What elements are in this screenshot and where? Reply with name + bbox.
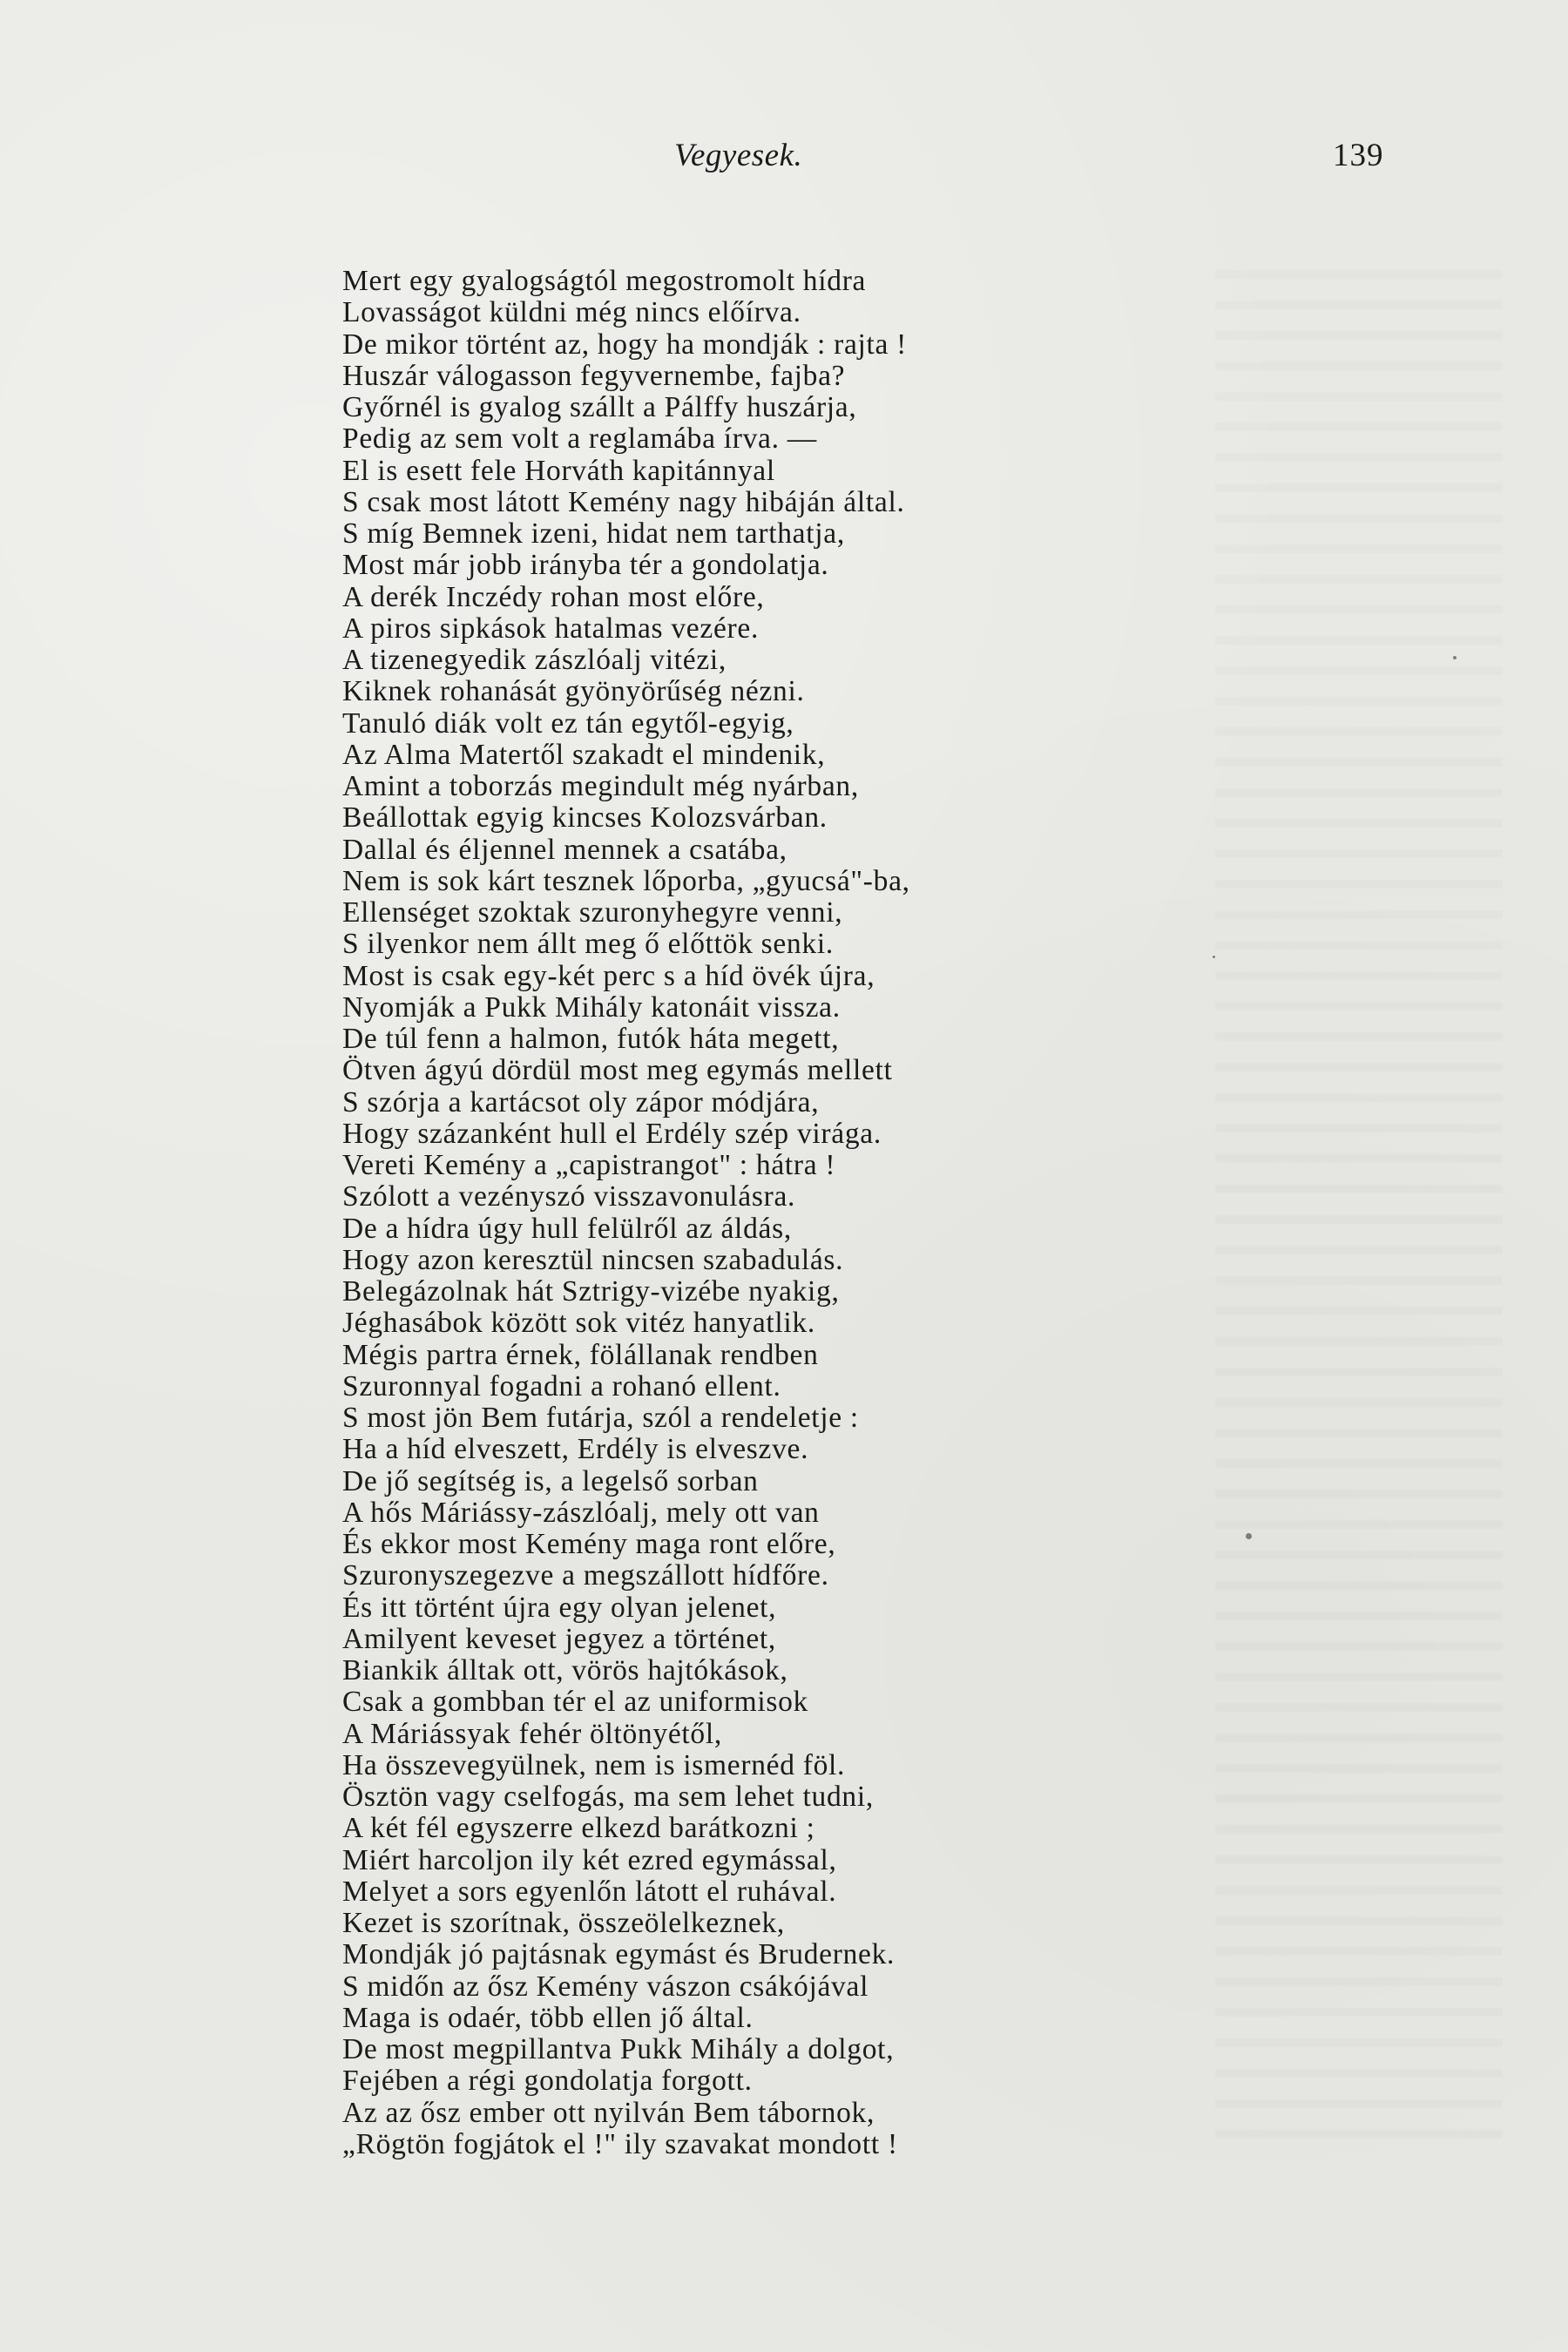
poem-line: Ha összevegyülnek, nem is ismernéd föl. — [342, 1748, 846, 1781]
poem-line: Vereti Kemény a „capistrangot" : hátra ! — [342, 1149, 836, 1181]
poem-line: Tanuló diák volt ez tán egytől-egyig, — [342, 706, 794, 740]
poem-line: Beállottak egyig kincses Kolozsvárban. — [342, 801, 828, 835]
poem-line: De most megpillantva Pukk Mihály a dolgot, — [342, 2033, 895, 2065]
poem-line: Lovasságot küldni még nincs előírva. — [342, 296, 801, 329]
poem-line: Kezet is szorítnak, összeölelkeznek, — [342, 1907, 785, 1939]
poem-line: Amilyent keveset jegyez a történet, — [342, 1622, 776, 1655]
poem-line: És ekkor most Kemény maga ront előre, — [342, 1528, 836, 1560]
poem-line: Melyet a sors egyenlőn látott el ruhával. — [342, 1875, 837, 1908]
poem-line: Mégis partra érnek, fölállanak rendben — [342, 1338, 819, 1371]
print-speck — [1246, 1533, 1252, 1539]
print-speck — [1213, 956, 1215, 958]
poem-text — [342, 266, 1213, 2160]
poem-line: Ösztön vagy cselfogás, ma sem lehet tudni, — [342, 1781, 874, 1813]
poem-line: És itt történt újra egy olyan jelenet, — [342, 1591, 777, 1624]
poem-line: A piros sipkások hatalmas vezére. — [342, 612, 760, 645]
poem-line: Csak a gombban tér el az uniformisok — [342, 1686, 809, 1719]
poem-line: Kiknek rohanását gyönyörűség nézni. — [342, 675, 805, 708]
poem-line: De mikor történt az, hogy ha mondják : rajta ! — [342, 328, 908, 361]
poem-line: Nyomják a Pukk Mihály katonáit vissza. — [342, 990, 841, 1024]
poem-line: A derék Inczédy rohan most előre, — [342, 580, 765, 613]
poem-line: Ellenséget szoktak szuronyhegyre venni, — [342, 896, 843, 929]
poem-line: Amint a toborzás megindult még nyárban, — [342, 770, 859, 802]
poem-line: Nem is sok kárt tesznek lőporba, „gyucsá"-ba, — [342, 864, 910, 897]
page-number: 139 — [1333, 138, 1384, 173]
poem-line: „Rögtön fogjátok el !" ily szavakat mondott ! — [342, 2127, 898, 2160]
poem-line: Most már jobb irányba tér a gondolatja. — [342, 549, 829, 582]
poem-line: Mondják jó pajtásnak egymást és Brudernek. — [342, 1938, 896, 1971]
poem-line: A hős Máriássy-zászlóalj, mely ott van — [342, 1496, 820, 1529]
poem-line: Hogy százanként hull el Erdély szép virága. — [342, 1117, 882, 1150]
poem-line: S midőn az ősz Kemény vászon csákójával — [342, 1970, 869, 2003]
poem-line: Ha a híd elveszett, Erdély is elveszve. — [342, 1433, 809, 1466]
poem-line: A két fél egyszerre elkezd barátkozni ; — [342, 1812, 815, 1845]
poem-line: Maga is odaér, több ellen jő által. — [342, 2001, 754, 2034]
poem-line: Az az ősz ember ott nyilván Bem tábornok, — [342, 2096, 875, 2129]
poem-line: El is esett fele Horváth kapitánnyal — [342, 454, 775, 487]
poem-line: Szuronyszegezve a megszállott hídfőre. — [342, 1559, 829, 1592]
poem-line: Szólott a vezényszó visszavonulásra. — [342, 1180, 796, 1213]
poem-line: Dallal és éljennel mennek a csatába, — [342, 833, 787, 866]
poem-line: De a hídra úgy hull felülről az áldás, — [342, 1212, 792, 1245]
poem-line: Hogy azon keresztül nincsen szabadulás. — [342, 1243, 844, 1276]
print-speck — [1453, 656, 1456, 659]
poem-line: S míg Bemnek izeni, hidat nem tarthatja, — [342, 517, 845, 550]
poem-line: Mert egy gyalogságtól megostromolt hídra — [342, 265, 867, 297]
poem-line: Belegázolnak hát Sztrigy-vizébe nyakig, — [342, 1275, 840, 1308]
poem-line: Az Alma Matertől szakadt el mindenik, — [342, 738, 826, 771]
poem-line: S szórja a kartácsot oly zápor módjára, — [342, 1085, 820, 1119]
poem-line: Jéghasábok között sok vitéz hanyatlik. — [342, 1307, 815, 1340]
poem-line: Miért harcoljon ily két ezred egymással, — [342, 1843, 837, 1876]
poem-line: S ilyenkor nem állt meg ő előttök senki. — [342, 928, 834, 961]
poem-line: Győrnél is gyalog szállt a Pálffy huszárja, — [342, 391, 857, 423]
poem-line: Szuronnyal fogadni a rohanó ellent. — [342, 1369, 781, 1402]
poem-line: De jő segítség is, a legelső sorban — [342, 1464, 759, 1497]
bleed-through-text — [1215, 270, 1503, 2143]
poem-line: Pedig az sem volt a reglamába írva. — — [342, 422, 817, 456]
poem-line: Most is csak egy-két perc s a híd övék újra, — [342, 959, 875, 992]
running-head: Vegyesek. — [674, 138, 803, 173]
poem-line: S most jön Bem futárja, szól a rendeletje : — [342, 1402, 859, 1434]
poem-line: De túl fenn a halmon, futók háta megett, — [342, 1023, 840, 1055]
poem-line: S csak most látott Kemény nagy hibáján által. — [342, 485, 905, 518]
poem-line: A Máriássyak fehér öltönyétől, — [342, 1717, 722, 1750]
poem-line: Huszár válogasson fegyvernembe, fajba? — [342, 359, 846, 392]
poem-line: Ötven ágyú dördül most meg egymás mellett — [342, 1054, 893, 1087]
poem-line: A tizenegyedik zászlóalj vitézi, — [342, 644, 727, 676]
poem-line: Fejében a régi gondolatja forgott. — [342, 2065, 753, 2098]
poem-line: Biankik álltak ott, vörös hajtókások, — [342, 1654, 788, 1686]
